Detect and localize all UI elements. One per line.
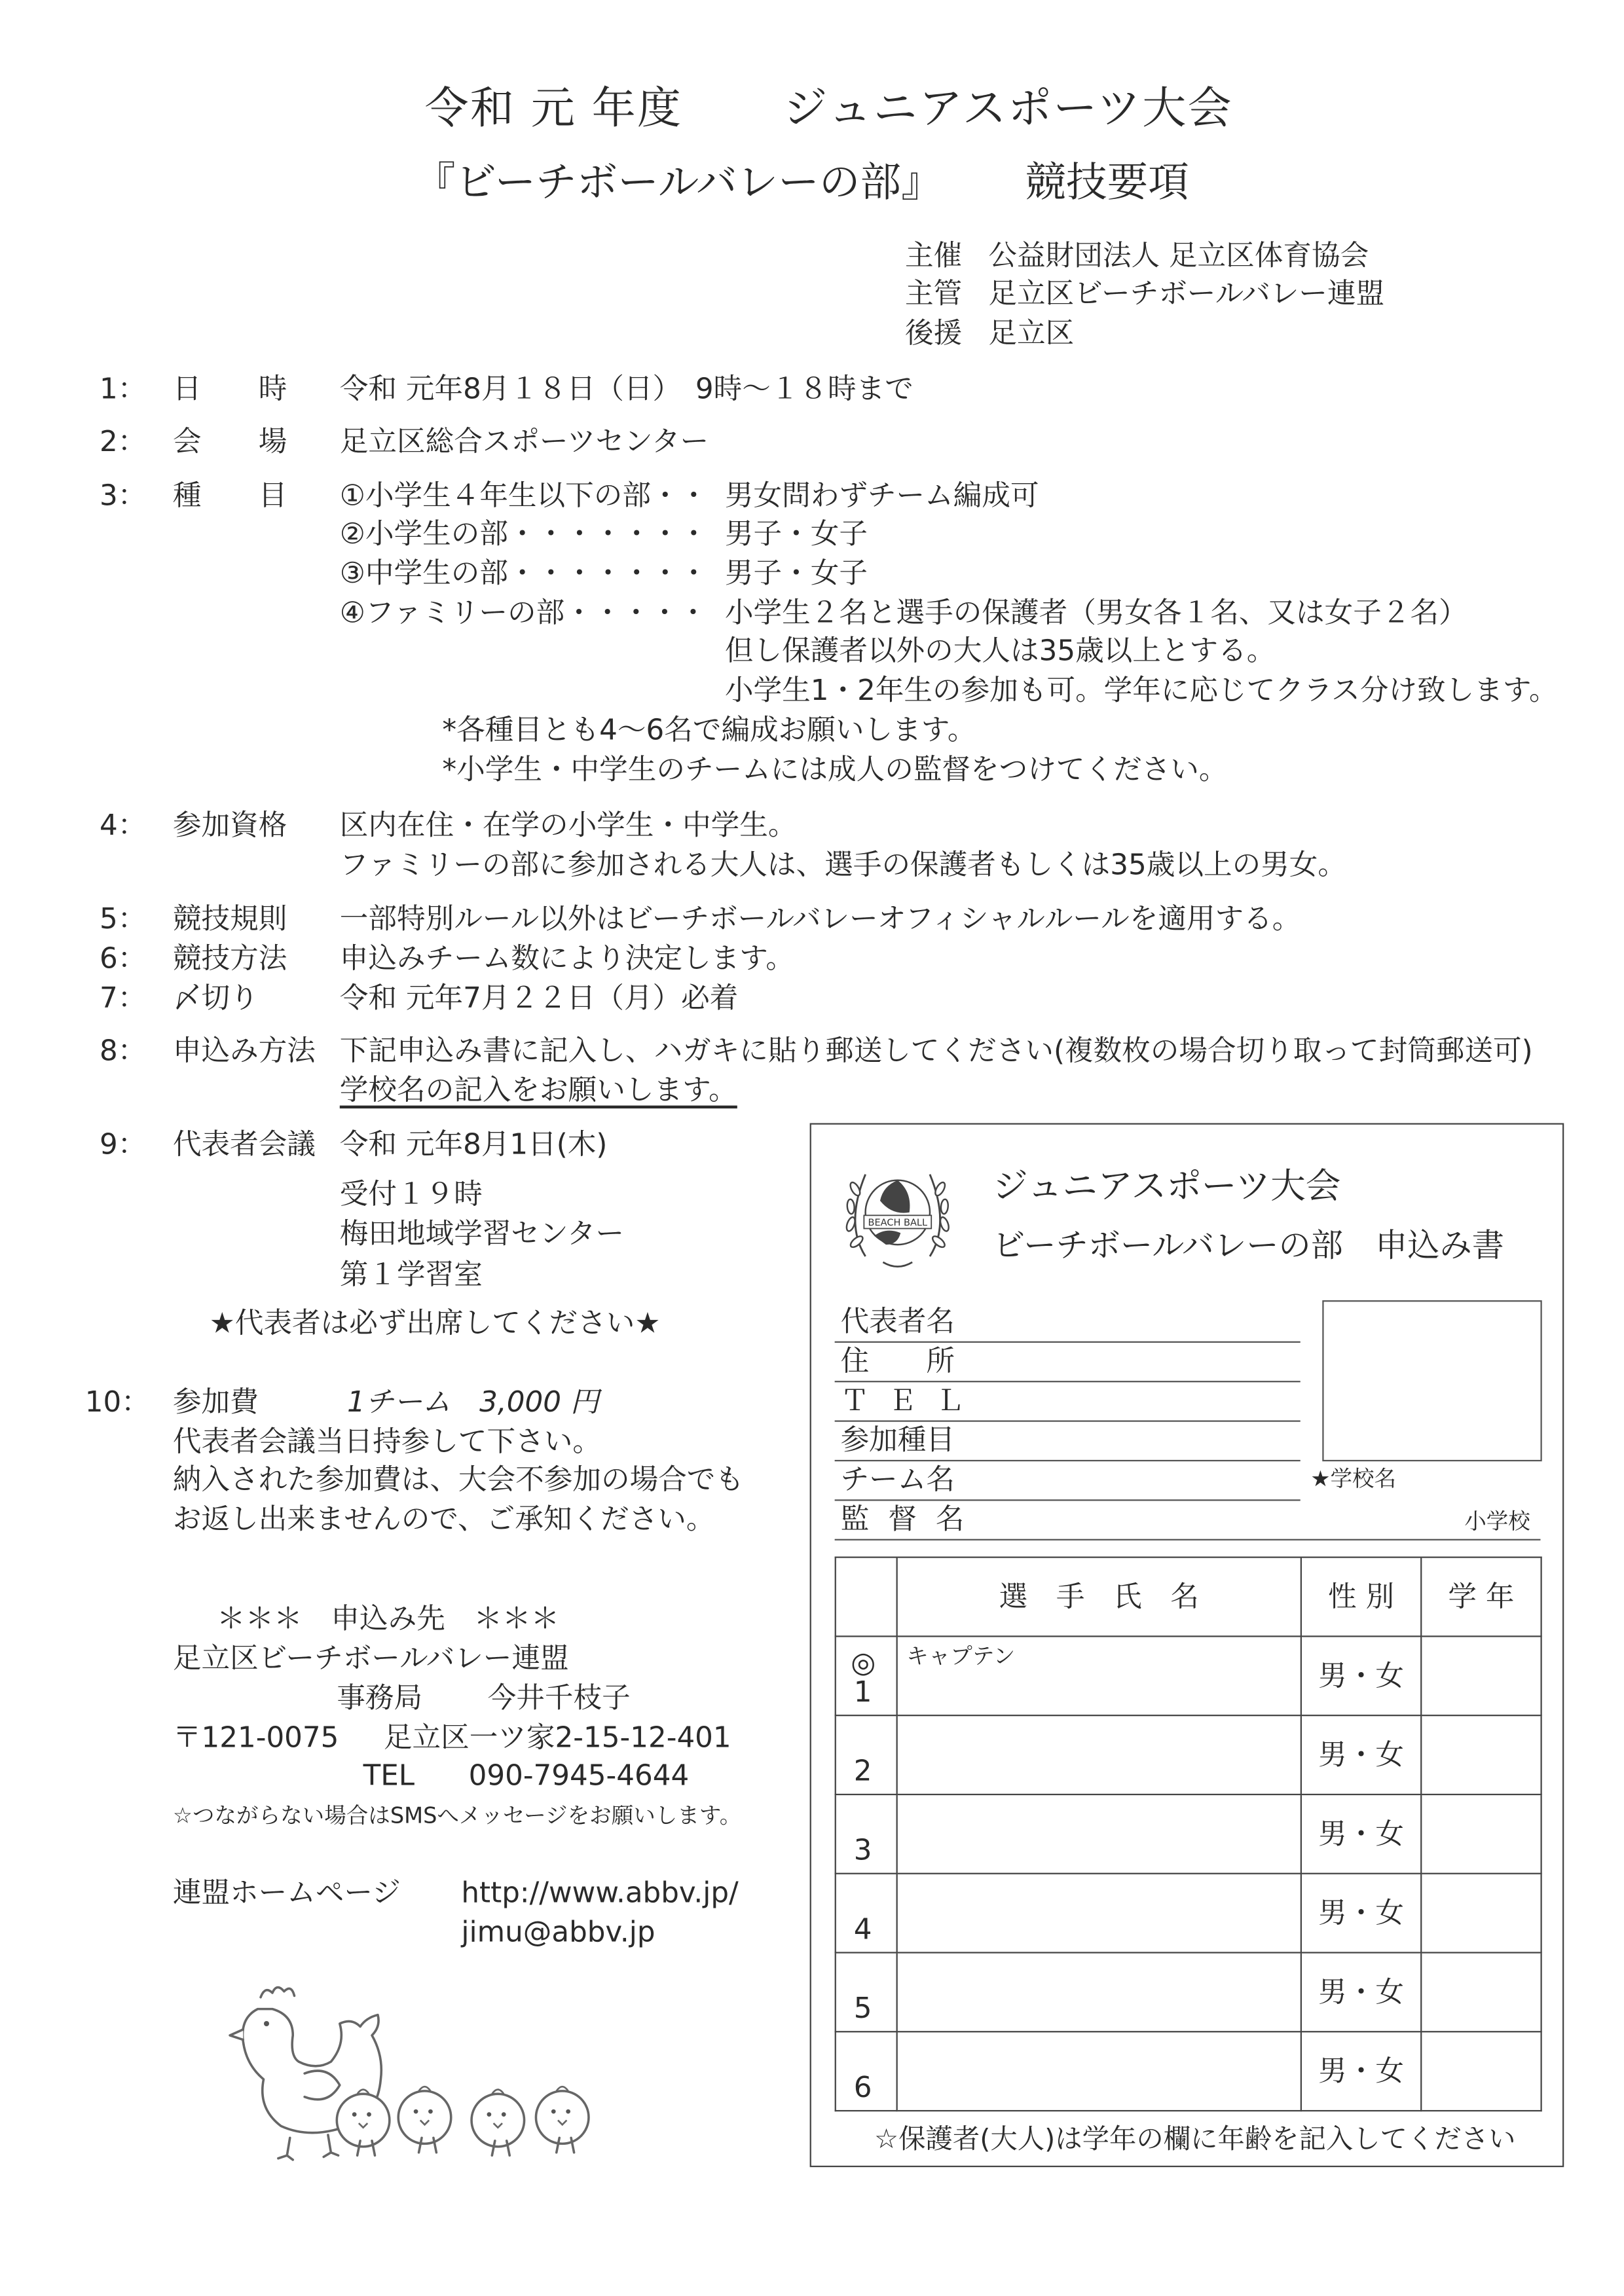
organizer-name: 足立区 [988, 316, 1075, 350]
player-name-cell [897, 1636, 1301, 1715]
section-label-eligibility: 参加資格 [172, 808, 287, 843]
row-number-cell [836, 1874, 897, 1953]
field-label-team: チーム名 [840, 1463, 955, 1497]
organizer-role: 後援 [904, 316, 963, 350]
grade-cell [1421, 1795, 1541, 1874]
player-name-cell [897, 1715, 1301, 1795]
player-table [835, 1557, 1542, 2112]
organizer-role: 主催 [904, 238, 963, 273]
section-label-date: 日 時 [172, 372, 287, 406]
section-value-application: 下記申込み書に記入し、ハガキに貼り郵送してください(複数枚の場合切り取って封筒郵送可) [339, 1034, 1533, 1068]
player-name-cell [897, 1953, 1301, 2032]
table-header-gender: 性 別 [1301, 1558, 1421, 1637]
contact-tel: 090-7945-4644 [468, 1758, 690, 1793]
school-suffix: 小学校 [1464, 1508, 1530, 1535]
table-row [836, 1953, 1541, 2032]
section-label-rules: 競技規則 [172, 902, 287, 936]
family-note: 小学生1・2年生の参加も可。学年に応じてクラス分け致します。 [724, 673, 1558, 708]
emblem-lettering: BEACH BALL [868, 1218, 928, 1229]
chick [536, 2091, 589, 2153]
field-line [835, 1381, 1301, 1382]
event-detail: 男子・女子 [724, 556, 868, 591]
contact-address: 足立区一ツ家2-15-12-401 [383, 1721, 731, 1755]
row-number-cell [836, 2032, 897, 2111]
title-doc-type: 競技要項 [1025, 158, 1189, 207]
row-number-cell [836, 1636, 897, 1715]
contact-postal: 〒121-0075 [172, 1721, 339, 1755]
row-number: 3 [853, 1832, 872, 1867]
meeting-detail: 第１学習室 [339, 1258, 483, 1292]
hen-leg [278, 2138, 293, 2160]
events-note: *各種目とも4～6名で編成お願いします。 [442, 713, 976, 747]
table-row [836, 1874, 1541, 1953]
section-number: 9： [100, 1127, 147, 1161]
section-number: 3： [100, 479, 147, 513]
event-detail: 小学生２名と選手の保護者（男女各１名、又は女子２名） [724, 596, 1467, 630]
section-value-date: 令和 元年8月１８日（日） 9時～１８時まで [339, 372, 913, 406]
section-value-format: 申込みチーム数により決定します。 [339, 941, 795, 975]
section-number: 2： [100, 424, 147, 459]
contact-sms-note: ☆つながらない場合はSMSへメッセージをお願いします。 [172, 1802, 742, 1829]
player-name-cell [897, 1874, 1301, 1953]
hen-comb [261, 1988, 294, 1997]
title-year: 令和 元 年度 [424, 83, 683, 135]
section-value-rules: 一部特別ルール以外はビーチボールバレーオフィシャルルールを適用する。 [339, 902, 1301, 936]
meeting-notice: ★代表者は必ず出席してください★ [209, 1306, 661, 1340]
chick [471, 2094, 525, 2155]
school-label: ★学校名 [1310, 1465, 1397, 1493]
organizer-name: 公益財団法人 足立区体育協会 [988, 238, 1369, 273]
hen-and-chicks-illustration [217, 1977, 605, 2167]
row-number: 2 [853, 1753, 872, 1787]
section-number: 8： [100, 1034, 147, 1068]
section-label-venue: 会 場 [172, 424, 287, 459]
section-label-deadline: 〆切り [172, 981, 259, 1015]
field-line [835, 1341, 1301, 1343]
gender-cell: 男・女 [1301, 1953, 1421, 2032]
table-row [836, 2032, 1541, 2111]
contact-person: 今井千枝子 [487, 1681, 631, 1715]
field-line [835, 1539, 1541, 1540]
homepage-url: http://www.abbv.jp/ [461, 1876, 739, 1910]
field-label-coach: 監督名 [840, 1502, 984, 1537]
section-number: 10： [84, 1385, 150, 1419]
event-name: ②小学生の部・・・・・・・ [339, 517, 709, 551]
event-detail: 男子・女子 [724, 517, 868, 551]
row-number: 6 [853, 2069, 872, 2104]
contact-office-label: 事務局 [337, 1681, 423, 1715]
row-number: 5 [853, 1990, 872, 2025]
fee-line: お返し出来ませんので、ご承知ください。 [172, 1502, 715, 1537]
row-number-cell [836, 1715, 897, 1795]
fee-amount: 1チーム 3,000 円 [346, 1385, 599, 1419]
table-row [836, 1795, 1541, 1874]
section-value-meeting: 令和 元年8月1日(木) [339, 1127, 608, 1161]
field-label-address: 住 所 [840, 1344, 955, 1378]
organizer-name: 足立区ビーチボールバレー連盟 [988, 276, 1385, 311]
field-label-tel: ＴＥＬ [840, 1383, 984, 1418]
section-label-format: 競技方法 [172, 941, 287, 975]
section-number: 4： [100, 808, 147, 843]
event-name: ③中学生の部・・・・・・・ [339, 556, 709, 591]
row-number-cell [836, 1795, 897, 1874]
family-note: 但し保護者以外の大人は35歳以上とする。 [724, 634, 1276, 668]
row-number: 4 [853, 1911, 872, 1946]
homepage-label: 連盟ホームページ [172, 1876, 401, 1910]
form-footer-note: ☆保護者(大人)は学年の欄に年齢を記入してください [874, 2124, 1516, 2156]
school-stamp-box [1322, 1300, 1541, 1461]
event-name: ④ファミリーの部・・・・・ [339, 596, 708, 630]
section-label-fee: 参加費 [172, 1385, 259, 1419]
organizer-role: 主管 [904, 276, 963, 311]
grade-cell [1421, 1715, 1541, 1795]
table-header-name: 選 手 氏 名 [897, 1558, 1301, 1637]
meeting-detail: 受付１９時 [339, 1177, 483, 1211]
title-division: 『ビーチボールバレーの部』 [414, 158, 942, 207]
section-number: 5： [100, 902, 147, 936]
section-label-events: 種 目 [172, 479, 287, 513]
gender-cell: 男・女 [1301, 1795, 1421, 1874]
table-header-grade: 学 年 [1421, 1558, 1541, 1637]
contact-tel-label: TEL [363, 1758, 415, 1793]
event-detail: 男女問わずチーム編成可 [724, 479, 1039, 513]
gender-cell: 男・女 [1301, 2032, 1421, 2111]
row-number: 1 [853, 1674, 872, 1708]
beach-ball-emblem-icon [839, 1154, 956, 1277]
title-event: ジュニアスポーツ大会 [783, 83, 1233, 135]
grade-cell [1421, 1874, 1541, 1953]
application-note: 学校名の記入をお願いします。 [339, 1073, 737, 1107]
fee-line: 代表者会議当日持参して下さい。 [172, 1425, 601, 1459]
event-name: ①小学生４年生以下の部・・ [339, 479, 709, 513]
eligibility-line: ファミリーの部に参加される大人は、選手の保護者もしくは35歳以上の男女。 [339, 847, 1347, 882]
field-line [835, 1460, 1301, 1461]
contact-org: 足立区ビーチボールバレー連盟 [172, 1641, 569, 1675]
section-number: 7： [100, 981, 147, 1015]
table-header-number [836, 1558, 897, 1637]
eligibility-line: 区内在住・在学の小学生・中学生。 [339, 808, 797, 843]
player-name-cell [897, 2032, 1301, 2111]
field-label-representative: 代表者名 [840, 1304, 955, 1339]
events-note: *小学生・中学生のチームには成人の監督をつけてください。 [442, 752, 1228, 787]
fee-line: 納入された参加費は、大会不参加の場合でも [172, 1463, 745, 1497]
table-header-row [836, 1558, 1541, 1637]
contact-email: jimu@abbv.jp [461, 1915, 655, 1949]
chick [398, 2091, 451, 2153]
form-title: ジュニアスポーツ大会 [993, 1165, 1341, 1207]
form-subtitle: ビーチボールバレーの部 申込み書 [993, 1228, 1504, 1266]
gender-cell: 男・女 [1301, 1874, 1421, 1953]
gender-cell: 男・女 [1301, 1715, 1421, 1795]
captain-mark: ◎ [851, 1645, 876, 1680]
field-label-event: 参加種目 [840, 1423, 955, 1457]
meeting-detail: 梅田地域学習センター [339, 1216, 625, 1251]
field-line [835, 1499, 1301, 1501]
section-value-deadline: 令和 元年7月２２日（月）必着 [339, 981, 739, 1015]
table-row [836, 1715, 1541, 1795]
contact-heading: ＊＊＊ 申込み先 ＊＊＊ [216, 1601, 560, 1636]
chick [337, 2094, 390, 2155]
grade-cell [1421, 1953, 1541, 2032]
section-number: 6： [100, 941, 147, 975]
captain-label: キャプテン [906, 1643, 1016, 1669]
grade-cell [1421, 1636, 1541, 1715]
player-name-cell [897, 1795, 1301, 1874]
section-label-meeting: 代表者会議 [172, 1127, 316, 1161]
gender-cell: 男・女 [1301, 1636, 1421, 1715]
section-label-application: 申込み方法 [172, 1034, 316, 1068]
hen-beak [230, 2030, 243, 2040]
section-value-venue: 足立区総合スポーツセンター [339, 424, 709, 459]
hen-leg [323, 2135, 338, 2157]
section-number: 1： [100, 372, 147, 406]
table-row [836, 1636, 1541, 1715]
row-number-cell [836, 1953, 897, 2032]
grade-cell [1421, 2032, 1541, 2111]
field-line [835, 1421, 1301, 1422]
